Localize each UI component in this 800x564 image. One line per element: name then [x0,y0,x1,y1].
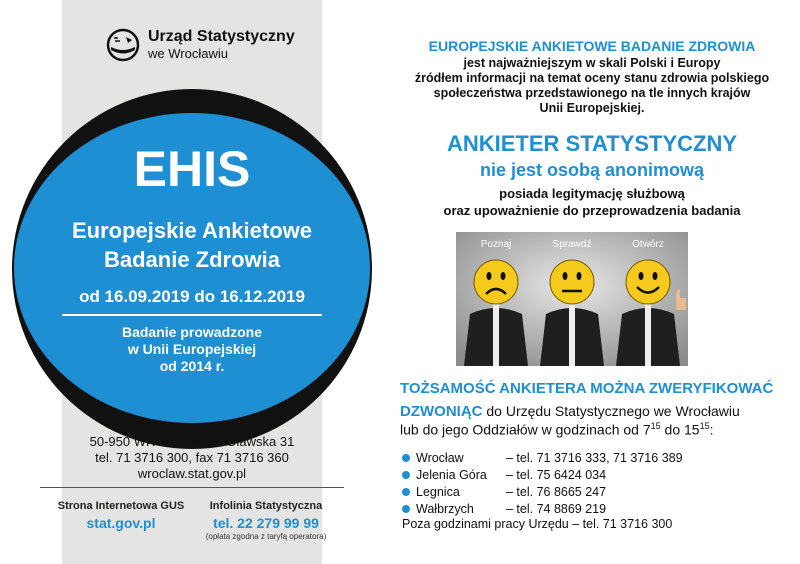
survey-dates: od 16.09.2019 do 16.12.2019 [79,287,305,306]
description-line-1: jest najważniejszym w skali Polski i Europy [463,56,721,70]
infoline-note: (opłata zgodna z taryfą operatora) [205,532,327,541]
survey-title [0,216,384,274]
survey-title-line-2: Badanie Zdrowia [103,247,281,272]
ehis-acronym: EHIS [133,141,251,197]
contact-phone[interactable]: – tel. 74 8869 219 [506,501,607,516]
list-item [402,500,683,517]
interviewer-title: ANKIETER STATYSTYCZNY [446,131,738,156]
contact-phone[interactable]: – tel. 76 8665 247 [506,484,607,499]
hours-text-b: do 15 [660,421,700,438]
logo-line-1: Urząd Statystyczny [148,28,295,45]
left-panel [0,0,384,564]
infoline-phone[interactable]: tel. 22 279 99 99 [213,515,319,531]
contact-phone[interactable]: – tel. 71 3716 333, 71 3716 389 [506,450,683,465]
lead-line-3: od 2014 r. [159,358,225,374]
list-item [402,483,683,500]
gus-website-link[interactable]: stat.gov.pl [86,515,156,531]
happy-face-icon [626,260,670,304]
bullet-icon [402,454,410,462]
neutral-face-icon [550,260,594,304]
interviewer-credentials [384,185,800,219]
verify-call-highlight: DZWONIĄC [400,403,483,420]
interviewer-subtitle: nie jest osobą anonimową [479,160,705,180]
description-line-2: źródłem informacji na temat oceny stanu zdrowia polskiego [414,71,770,85]
hours-sup-1: 15 [650,421,661,431]
address-website[interactable]: wroclaw.stat.gov.pl [137,466,247,481]
infoline-block [196,500,336,541]
verify-hours [400,421,713,438]
photo-smiley-faces [456,232,688,366]
contact-city: Jelenia Góra [416,467,487,482]
photo-label-sprawdz: Sprawdź [552,239,592,250]
hours-text-c: : [709,421,714,438]
divider [62,314,322,316]
credentials-line-1: posiada legitymację służbową [499,186,685,201]
logo-emblem-icon [106,28,140,62]
gus-website-block [46,500,196,531]
after-hours-contact: Poza godzinami pracy Urzędu – tel. 71 3716 300 [402,517,673,531]
bullet-icon [402,505,410,513]
credentials-line-2: oraz upoważnienie do przeprowadzenia badania [443,203,741,218]
logo-line-2: we Wrocławiu [148,46,228,61]
photo-label-poznaj: Poznaj [480,239,512,250]
gus-website-title: Strona Internetowa GUS [57,500,185,512]
right-panel [384,0,800,564]
contact-city: Wrocław [416,450,464,465]
right-heading: EUROPEJSKIE ANKIETOWE BADANIE ZDROWIA [428,38,756,54]
hours-sup-2: 15 [699,421,710,431]
photo-label-otworz: Otwórz [632,239,664,250]
infoline-title: Infolinia Statystyczna [209,500,323,512]
contact-phone[interactable]: – tel. 75 6424 034 [506,467,607,482]
logo [106,28,295,62]
verify-heading: TOŻSAMOŚĆ ANKIETERA MOŻNA ZWERYFIKOWAĆ [400,380,774,397]
lead-line-1: Badanie prowadzone [121,324,263,340]
footer-divider [40,487,344,488]
list-item [402,466,683,483]
bullet-icon [402,471,410,479]
address-line-2: tel. 71 3716 300, fax 71 3716 360 [95,450,289,465]
contact-city: Wałbrzych [416,501,474,516]
description-line-3: społeczeństwa przedstawionego na tle innych krajów [433,86,751,100]
sad-face-icon [474,260,518,304]
description-line-4: Unii Europejskiej. [539,101,645,115]
office-address [0,434,384,482]
address-line-1: 50-950 WROCŁAW, ul. Oławska 31 [89,434,295,449]
contact-city: Legnica [416,484,460,499]
verify-office-text: do Urzędu Statystycznego we Wrocławiu [482,403,740,419]
smiley-photo-illustration [456,232,688,366]
survey-title-line-1: Europejskie Ankietowe [71,218,313,243]
list-item [402,449,683,466]
hours-text-a: lub do jego Oddziałów w godzinach od 7 [400,421,651,438]
bullet-icon [402,488,410,496]
contact-list [402,449,683,517]
lead-line-2: w Unii Europejskiej [127,341,257,357]
lead-text [0,324,384,375]
verify-line-2 [400,401,740,422]
survey-description [384,56,800,116]
